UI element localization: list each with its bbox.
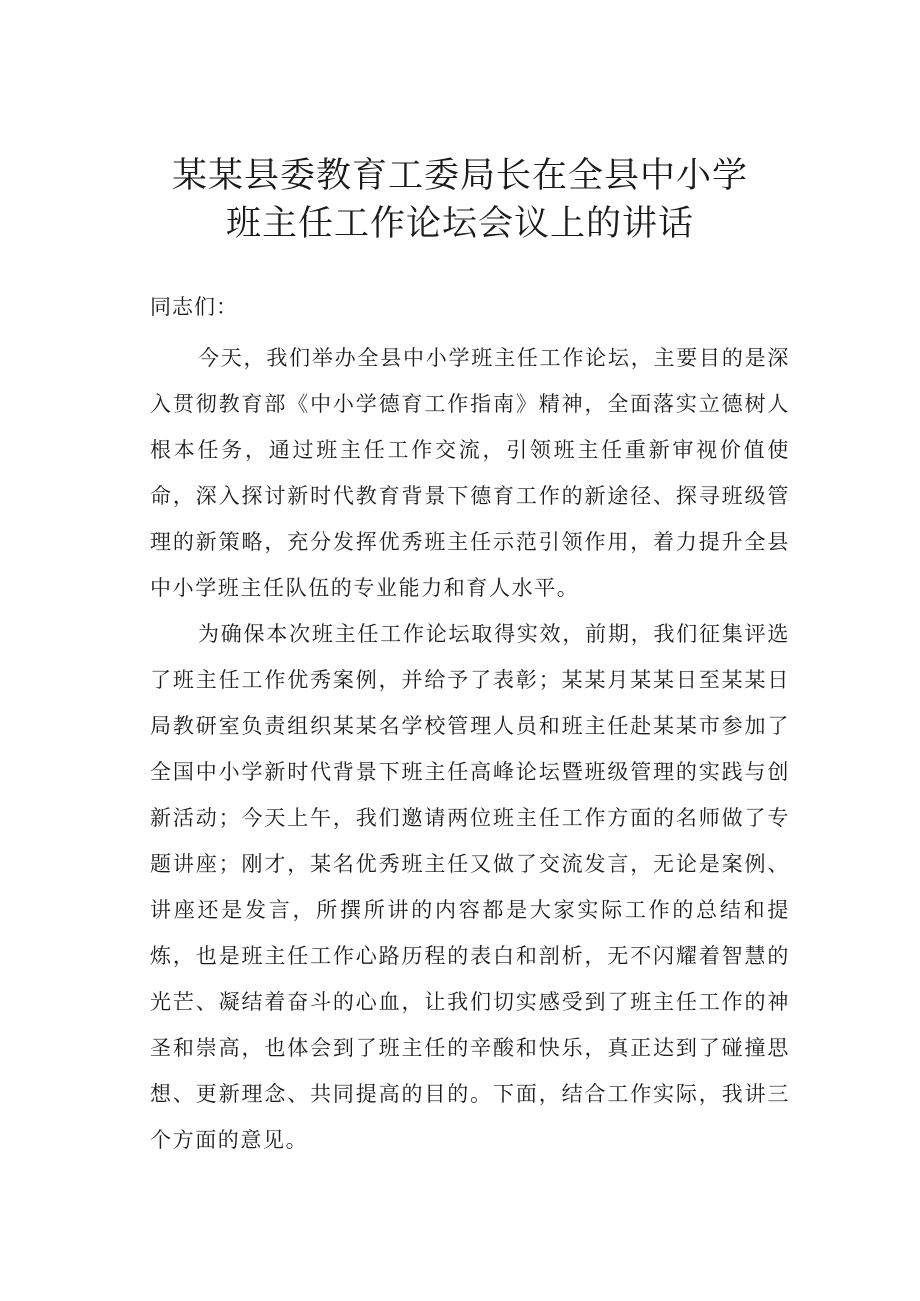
document-title [0,152,920,248]
salutation: 同志们： [150,295,238,319]
paragraph-2: 为确保本次班主任工作论坛取得实效，前期，我们征集评选了班主任工作优秀案例，并给予了表彰；某某月某某日至某某日局教研室负责组织某某名学校管理人员和班主任赴某某市参加了全国中小学新时代背景下班主任高峰论坛暨班级管理的实践与创新活动；今天上午，我们邀请两位班主任工作方面的名师做了专题讲座；刚才，某名优秀班主任又做了交流发言，无论是案例、讲座还是发言，所撰所讲的内容都是大家实际工作的总结和提炼，也是班主任工作心路历程的表白和剖析，无不闪耀着智慧的光芒、凝结着奋斗的心血，让我们切实感受到了班主任工作的神圣和崇高，也体会到了班主任的辛酸和快乐，真正达到了碰撞思想、更新理念、共同提高的目的。下面，结合工作实际，我讲三个方面的意见。 [150,622,790,1152]
document-body [150,335,790,1163]
title-line-1: 某某县委教育工委局长在全县中小学 [171,156,748,196]
title-line-2: 班主任工作论坛会议上的讲话 [225,204,694,244]
paragraph-1: 今天，我们举办全县中小学班主任工作论坛，主要目的是深入贯彻教育部《中小学德育工作指南》精神，全面落实立德树人根本任务，通过班主任工作交流，引领班主任重新审视价值使命，深入探讨新时代教育背景下德育工作的新途径、探寻班级管理的新策略，充分发挥优秀班主任示范引领作用，着力提升全县中小学班主任队伍的专业能力和育人水平。 [150,346,790,600]
